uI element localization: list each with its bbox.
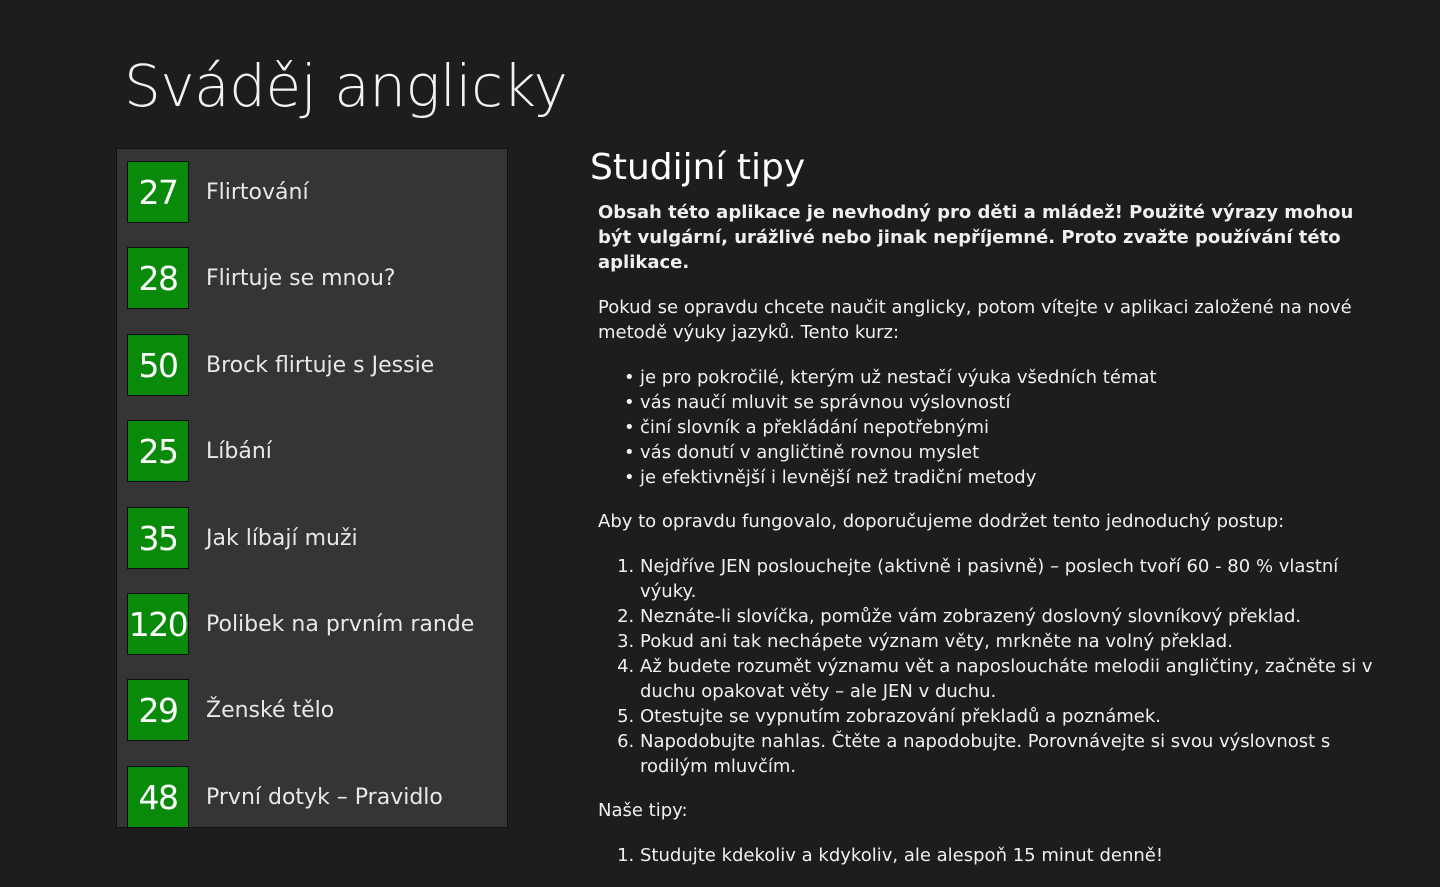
- lesson-item[interactable]: [127, 420, 497, 484]
- list-item: • je efektivnější i levnější než tradiční metody: [640, 465, 1378, 490]
- lesson-item[interactable]: [127, 247, 497, 311]
- study-tips-pane: [590, 140, 1390, 866]
- lesson-count-badge: 27: [127, 161, 189, 223]
- list-item: 1. Studujte kdekoliv a kdykoliv, ale alespoň 15 minut denně!: [640, 843, 1378, 868]
- lesson-label: Flirtuje se mnou?: [206, 266, 396, 291]
- lesson-label: Jak líbají muži: [206, 526, 358, 551]
- lesson-list[interactable]: [116, 148, 508, 828]
- list-item: 2. Neznáte-li slovíčka, pomůže vám zobrazený doslovný slovníkový překlad.: [640, 604, 1378, 629]
- lesson-item[interactable]: [127, 679, 497, 743]
- course-points-list: [598, 365, 1378, 490]
- lesson-count-badge: 50: [127, 334, 189, 396]
- lesson-count-badge: 29: [127, 679, 189, 741]
- lesson-item[interactable]: [127, 593, 497, 657]
- lesson-label: Brock flirtuje s Jessie: [206, 353, 435, 378]
- list-item: 3. Pokud ani tak nechápete význam věty, mrkněte na volný překlad.: [640, 629, 1378, 654]
- lesson-label: Flirtování: [206, 180, 309, 205]
- lesson-count-badge: 35: [127, 507, 189, 569]
- lesson-count-badge: 120: [127, 593, 189, 655]
- lesson-label: První dotyk – Pravidlo: [206, 785, 443, 810]
- lesson-label: Ženské tělo: [206, 698, 335, 723]
- intro-paragraph: Pokud se opravdu chcete naučit anglicky, potom vítejte v aplikaci založené na nové metodě výuky jazyků. Tento kurz:: [598, 297, 1352, 343]
- lesson-label: Líbání: [206, 439, 272, 464]
- lesson-count-badge: 28: [127, 247, 189, 309]
- lesson-item[interactable]: [127, 507, 497, 571]
- our-tips-heading: Naše tipy:: [598, 800, 688, 821]
- lesson-item[interactable]: [127, 766, 497, 830]
- list-item: • vás naučí mluvit se správnou výslovností: [640, 390, 1378, 415]
- list-item: • činí slovník a překládání nepotřebnými: [640, 415, 1378, 440]
- lesson-label: Polibek na prvním rande: [206, 612, 475, 637]
- list-item: • vás donutí v angličtině rovnou myslet: [640, 440, 1378, 465]
- procedure-intro: Aby to opravdu fungovalo, doporučujeme dodržet tento jednoduchý postup:: [598, 511, 1285, 532]
- lesson-count-badge: 48: [127, 766, 189, 828]
- lesson-count-badge: 25: [127, 420, 189, 482]
- study-tips-text: [598, 200, 1378, 887]
- lesson-item[interactable]: [127, 161, 497, 225]
- content-heading: Studijní tipy: [590, 147, 806, 188]
- lesson-item[interactable]: [127, 334, 497, 398]
- list-item: 4. Až budete rozumět významu vět a naposloucháte melodii angličtiny, začněte si v duchu opakovat věty – ale JEN v duchu.: [640, 654, 1378, 704]
- app-title: Sváděj anglicky: [124, 52, 568, 120]
- list-item: 5. Otestujte se vypnutím zobrazování překladů a poznámek.: [640, 704, 1378, 729]
- list-item: 6. Napodobujte nahlas. Čtěte a napodobujte. Porovnávejte si svou výslovnost s rodilým mluvčím.: [640, 729, 1378, 779]
- list-item: 1. Nejdříve JEN poslouchejte (aktivně i pasivně) – poslech tvoří 60 - 80 % vlastní výuky.: [640, 554, 1378, 604]
- list-item: • je pro pokročilé, kterým už nestačí výuka všedních témat: [640, 365, 1378, 390]
- content-warning: Obsah této aplikace je nevhodný pro děti a mládež! Použité výrazy mohou být vulgární, urážlivé nebo jinak nepříjemné. Proto zvažte používání této aplikace.: [598, 202, 1354, 273]
- our-tips-list: [598, 843, 1378, 868]
- steps-list: [598, 554, 1378, 779]
